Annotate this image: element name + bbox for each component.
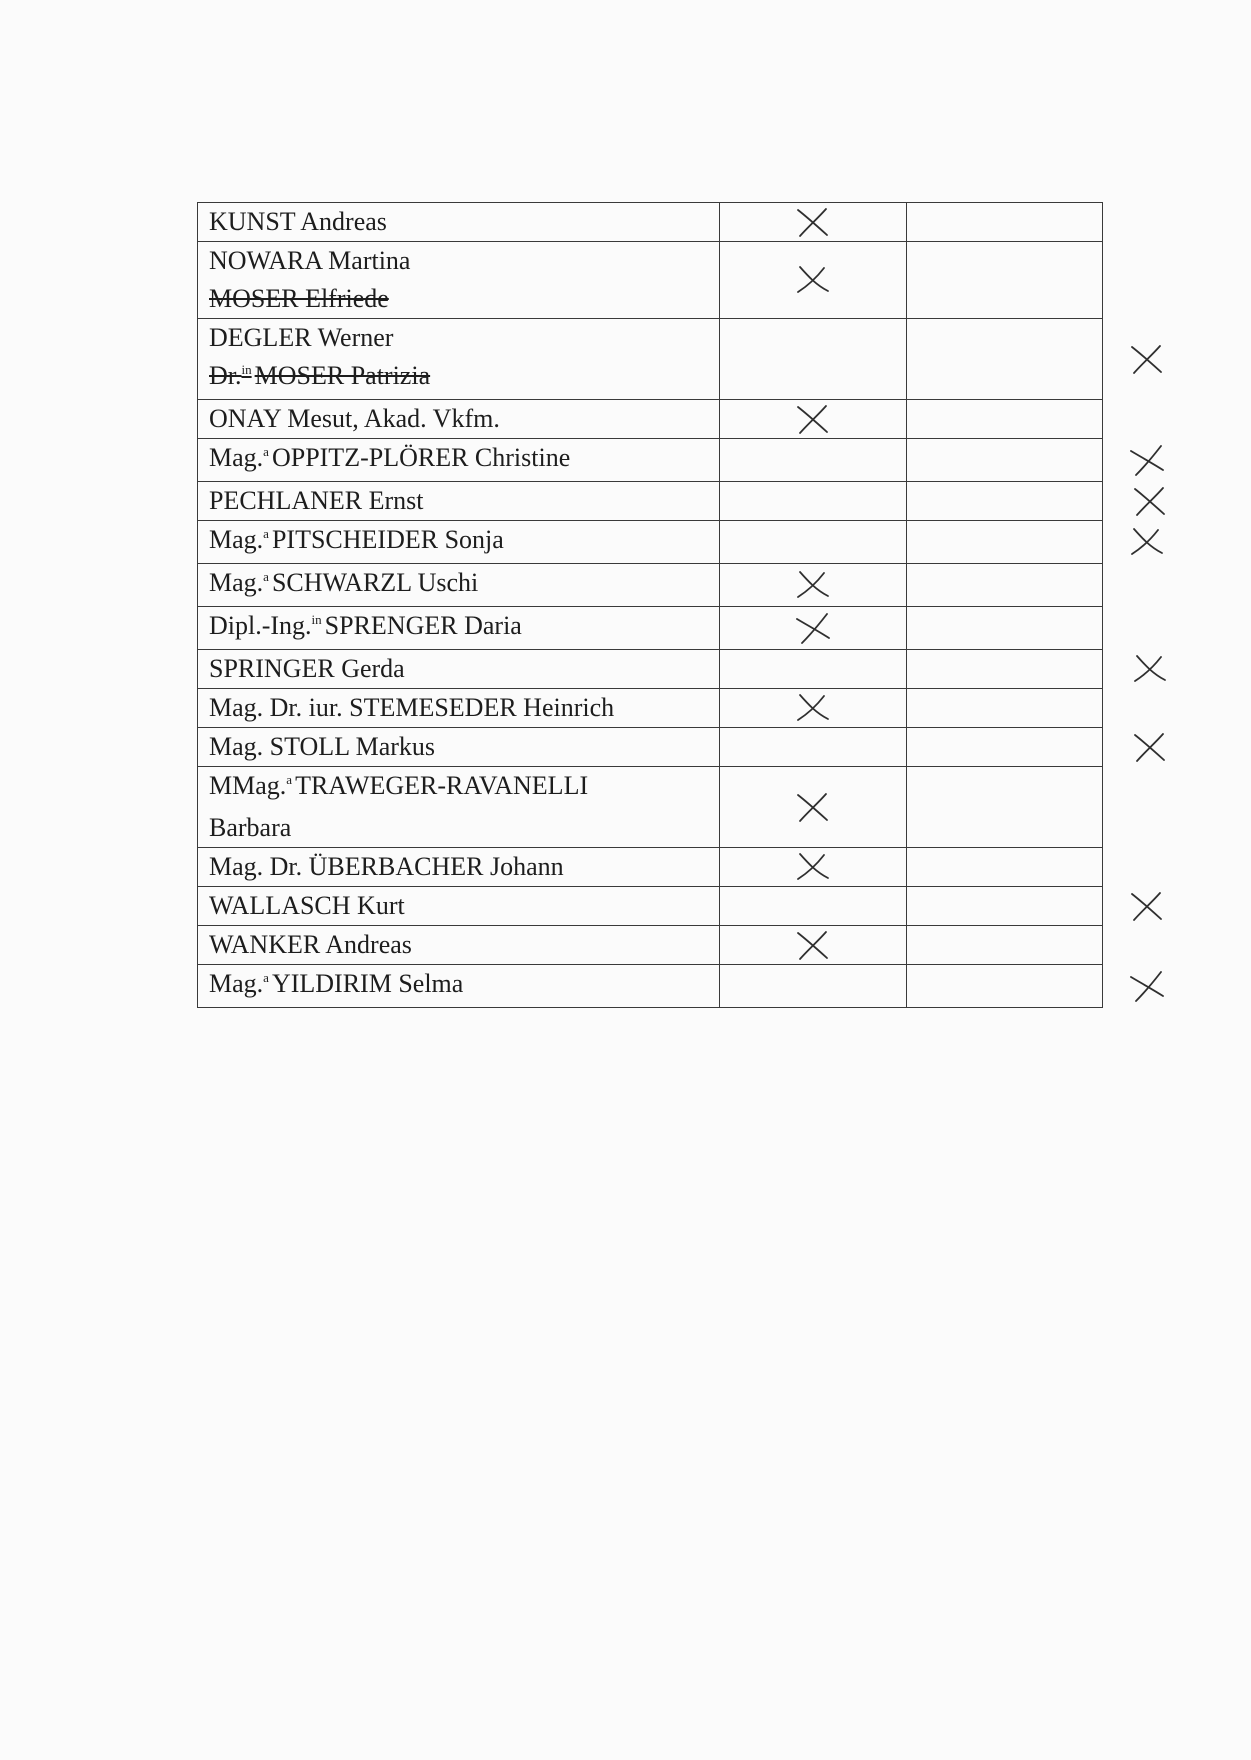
mark-column-2-cell (907, 482, 1103, 521)
handwritten-cross-icon (1127, 889, 1167, 923)
cross-mark (793, 928, 833, 962)
mark-column-1-cell (720, 728, 907, 767)
cross-mark (793, 790, 833, 824)
handwritten-cross-icon (793, 263, 833, 297)
name-text: PITSCHEIDER Sonja (271, 525, 504, 554)
title-superscript: a (286, 772, 293, 787)
name-line (209, 319, 719, 357)
table-row (198, 965, 1103, 1008)
mark-column-2-cell (907, 767, 1103, 848)
margin-cross-mark (1127, 969, 1167, 1003)
name-line (209, 242, 719, 280)
table-row (198, 689, 1103, 728)
name-text: Mag. (209, 969, 264, 998)
mark-column-2-cell (907, 965, 1103, 1008)
name-text: Barbara (209, 813, 292, 842)
mark-column-2-cell (907, 607, 1103, 650)
member-name-cell (198, 887, 720, 926)
table-row (198, 482, 1103, 521)
name-line (209, 482, 719, 520)
member-name-cell (198, 728, 720, 767)
name-line (209, 809, 719, 847)
name-line (209, 965, 719, 1007)
member-name-cell (198, 926, 720, 965)
margin-cross-mark (1130, 484, 1170, 518)
mark-column-2-cell (907, 439, 1103, 482)
name-text: YILDIRIM Selma (271, 969, 464, 998)
name-text: DEGLER Werner (209, 323, 394, 352)
name-text: Mag. STOLL Markus (209, 732, 436, 761)
mark-column-2-cell (907, 319, 1103, 400)
name-line (209, 400, 719, 438)
name-text: PECHLANER Ernst (209, 486, 424, 515)
name-text: KUNST Andreas (209, 207, 387, 236)
mark-column-1-cell (720, 887, 907, 926)
mark-column-2-cell (907, 521, 1103, 564)
name-line (209, 767, 719, 809)
handwritten-cross-icon (793, 928, 833, 962)
name-line (209, 203, 719, 241)
table-row (198, 607, 1103, 650)
member-name-cell (198, 521, 720, 564)
mark-column-2-cell (907, 564, 1103, 607)
mark-column-2-cell (907, 926, 1103, 965)
mark-column-1-cell (720, 965, 907, 1008)
mark-column-2-cell (907, 650, 1103, 689)
name-text: MMag. (209, 771, 287, 800)
mark-column-1-cell (720, 607, 907, 650)
struck-name-line (209, 280, 719, 318)
handwritten-cross-icon (793, 850, 833, 884)
handwritten-cross-icon (1130, 484, 1170, 518)
mark-column-1-cell (720, 848, 907, 887)
table-row (198, 242, 1103, 319)
name-text: Mag. Dr. iur. STEMESEDER Heinrich (209, 693, 615, 722)
mark-column-1-cell (720, 203, 907, 242)
table-row (198, 521, 1103, 564)
table-row (198, 728, 1103, 767)
name-line (209, 926, 719, 964)
cross-mark (793, 691, 833, 725)
member-name-cell (198, 564, 720, 607)
name-line (209, 689, 719, 727)
member-name-cell (198, 242, 720, 319)
handwritten-cross-icon (793, 790, 833, 824)
mark-column-1-cell (720, 319, 907, 400)
mark-column-2-cell (907, 887, 1103, 926)
name-text: Mag. (209, 568, 264, 597)
title-superscript: a (263, 526, 269, 541)
name-text: NOWARA Martina (209, 246, 411, 275)
mark-column-1-cell (720, 564, 907, 607)
struck-name-line (209, 357, 719, 399)
handwritten-cross-icon (1130, 652, 1170, 686)
cross-mark (793, 263, 833, 297)
name-line (209, 607, 719, 649)
name-line (209, 564, 719, 606)
margin-cross-mark (1127, 443, 1167, 477)
member-name-cell (198, 848, 720, 887)
handwritten-cross-icon (793, 568, 833, 602)
name-line (209, 728, 719, 766)
name-text: SPRENGER Daria (324, 611, 522, 640)
table-row (198, 887, 1103, 926)
name-text: MOSER Elfriede (209, 284, 389, 313)
mark-column-1-cell (720, 482, 907, 521)
handwritten-cross-icon (793, 205, 833, 239)
table-row (198, 650, 1103, 689)
table-row (198, 203, 1103, 242)
mark-column-1-cell (720, 650, 907, 689)
mark-column-1-cell (720, 926, 907, 965)
name-text: Mag. (209, 443, 264, 472)
title-superscript: in (241, 362, 252, 377)
name-text: WALLASCH Kurt (209, 891, 405, 920)
margin-cross-mark (1130, 652, 1170, 686)
name-line (209, 848, 719, 886)
name-text: Mag. (209, 525, 264, 554)
member-name-cell (198, 439, 720, 482)
name-line (209, 650, 719, 688)
mark-column-1-cell (720, 689, 907, 728)
mark-column-2-cell (907, 400, 1103, 439)
table-row (198, 767, 1103, 848)
handwritten-cross-icon (1127, 342, 1167, 376)
title-superscript: in (311, 612, 322, 627)
member-name-cell (198, 607, 720, 650)
mark-column-1-cell (720, 521, 907, 564)
name-text: Dipl.-Ing. (209, 611, 312, 640)
table-row (198, 400, 1103, 439)
name-text: MOSER Patrizia (254, 361, 431, 390)
handwritten-cross-icon (793, 402, 833, 436)
name-text: Mag. Dr. ÜBERBACHER Johann (209, 852, 564, 881)
member-name-cell (198, 203, 720, 242)
member-name-cell (198, 400, 720, 439)
handwritten-cross-icon (1127, 443, 1167, 477)
margin-cross-mark (1130, 730, 1170, 764)
name-text: WANKER Andreas (209, 930, 412, 959)
attendance-table (197, 202, 1103, 1008)
name-text: SCHWARZL Uschi (271, 568, 479, 597)
title-superscript: a (263, 970, 269, 985)
margin-cross-mark (1127, 342, 1167, 376)
handwritten-cross-icon (793, 611, 833, 645)
member-name-cell (198, 319, 720, 400)
mark-column-2-cell (907, 242, 1103, 319)
mark-column-1-cell (720, 400, 907, 439)
member-name-cell (198, 689, 720, 728)
handwritten-cross-icon (793, 691, 833, 725)
title-superscript: a (263, 569, 269, 584)
mark-column-2-cell (907, 728, 1103, 767)
name-text: Dr. (209, 361, 242, 390)
name-text: SPRINGER Gerda (209, 654, 405, 683)
name-text: ONAY Mesut, Akad. Vkfm. (209, 404, 500, 433)
table-row (198, 848, 1103, 887)
member-name-cell (198, 482, 720, 521)
attendance-table-body (198, 203, 1103, 1008)
cross-mark (793, 205, 833, 239)
mark-column-2-cell (907, 848, 1103, 887)
member-name-cell (198, 650, 720, 689)
member-name-cell (198, 767, 720, 848)
name-line (209, 887, 719, 925)
title-superscript: a (263, 444, 269, 459)
name-text: TRAWEGER-RAVANELLI (295, 771, 589, 800)
name-line (209, 439, 719, 481)
name-line (209, 521, 719, 563)
margin-cross-mark (1127, 525, 1167, 559)
cross-mark (793, 402, 833, 436)
mark-column-1-cell (720, 242, 907, 319)
handwritten-cross-icon (1130, 730, 1170, 764)
name-text: OPPITZ-PLÖRER Christine (271, 443, 571, 472)
table-row (198, 439, 1103, 482)
cross-mark (793, 611, 833, 645)
mark-column-1-cell (720, 439, 907, 482)
mark-column-2-cell (907, 689, 1103, 728)
mark-column-2-cell (907, 203, 1103, 242)
table-row (198, 564, 1103, 607)
table-row (198, 319, 1103, 400)
cross-mark (793, 850, 833, 884)
table-row (198, 926, 1103, 965)
mark-column-1-cell (720, 767, 907, 848)
handwritten-cross-icon (1127, 969, 1167, 1003)
member-name-cell (198, 965, 720, 1008)
cross-mark (793, 568, 833, 602)
margin-cross-mark (1127, 889, 1167, 923)
handwritten-cross-icon (1127, 525, 1167, 559)
